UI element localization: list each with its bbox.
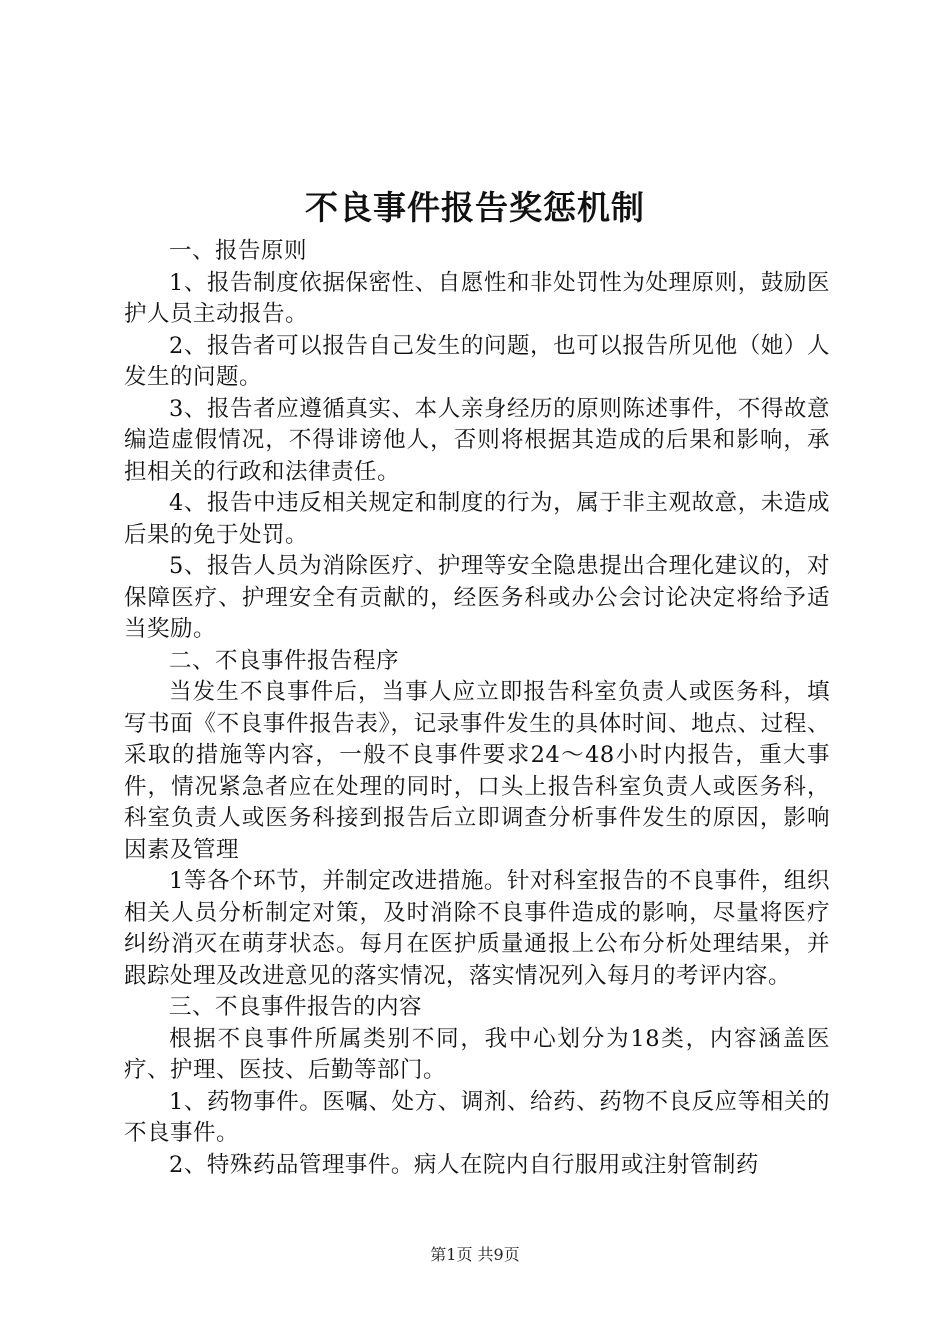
paragraph: 1、报告制度依据保密性、自愿性和非处罚性为处理原则，鼓励医护人员主动报告。	[124, 269, 830, 327]
paragraph: 1等各个环节，并制定改进措施。针对科室报告的不良事件，组织相关人员分析制定对策，及时消除不良事件造成的影响，尽量将医疗纠纷消灭在萌芽状态。每月在医护质量通报上公布分析处理结果，并跟踪处理及改进意见的落实情况，落实情况列入每月的考评内容。	[124, 868, 830, 989]
paragraph: 当发生不良事件后，当事人应立即报告科室负责人或医务科，填写书面《不良事件报告表》，记录事件发生的具体时间、地点、过程、采取的措施等内容，一般不良事件要求24～48小时内报告，重大事件，情况紧急者应在处理的同时，口头上报告科室负责人或医务科，科室负责人或医务科接到报告后立即调查分析事件发生的原因，影响因素及管理	[124, 679, 830, 863]
paragraph: 根据不良事件所属类别不同，我中心划分为18类，内容涵盖医疗、护理、医技、后勤等部门。	[124, 1025, 830, 1083]
paragraph: 1、药物事件。医嘱、处方、调剂、给药、药物不良反应等相关的不良事件。	[124, 1088, 830, 1146]
paragraph: 2、报告者可以报告自己发生的问题，也可以报告所见他（她）人发生的问题。	[124, 332, 830, 390]
page-number-footer: 第1页 共9页	[430, 1245, 520, 1264]
document-title: 不良事件报告奖惩机制	[305, 188, 645, 227]
paragraph: 2、特殊药品管理事件。病人在院内自行服用或注射管制药	[169, 1151, 759, 1178]
paragraph: 3、报告者应遵循真实、本人亲身经历的原则陈述事件，不得故意编造虚假情况，不得诽谤他人，否则将根据其造成的后果和影响，承担相关的行政和法律责任。	[124, 395, 830, 485]
section-heading-1: 一、报告原则	[169, 238, 308, 264]
section-heading-2: 二、不良事件报告程序	[169, 647, 400, 674]
paragraph: 4、报告中违反相关规定和制度的行为，属于非主观故意，未造成后果的免于处罚。	[124, 490, 830, 548]
paragraph: 5、报告人员为消除医疗、护理等安全隐患提出合理化建议的，对保障医疗、护理安全有贡献的，经医务科或办公会讨论决定将给予适当奖励。	[124, 553, 830, 642]
section-heading-3: 三、不良事件报告的内容	[169, 994, 423, 1020]
document-body	[124, 236, 830, 1181]
